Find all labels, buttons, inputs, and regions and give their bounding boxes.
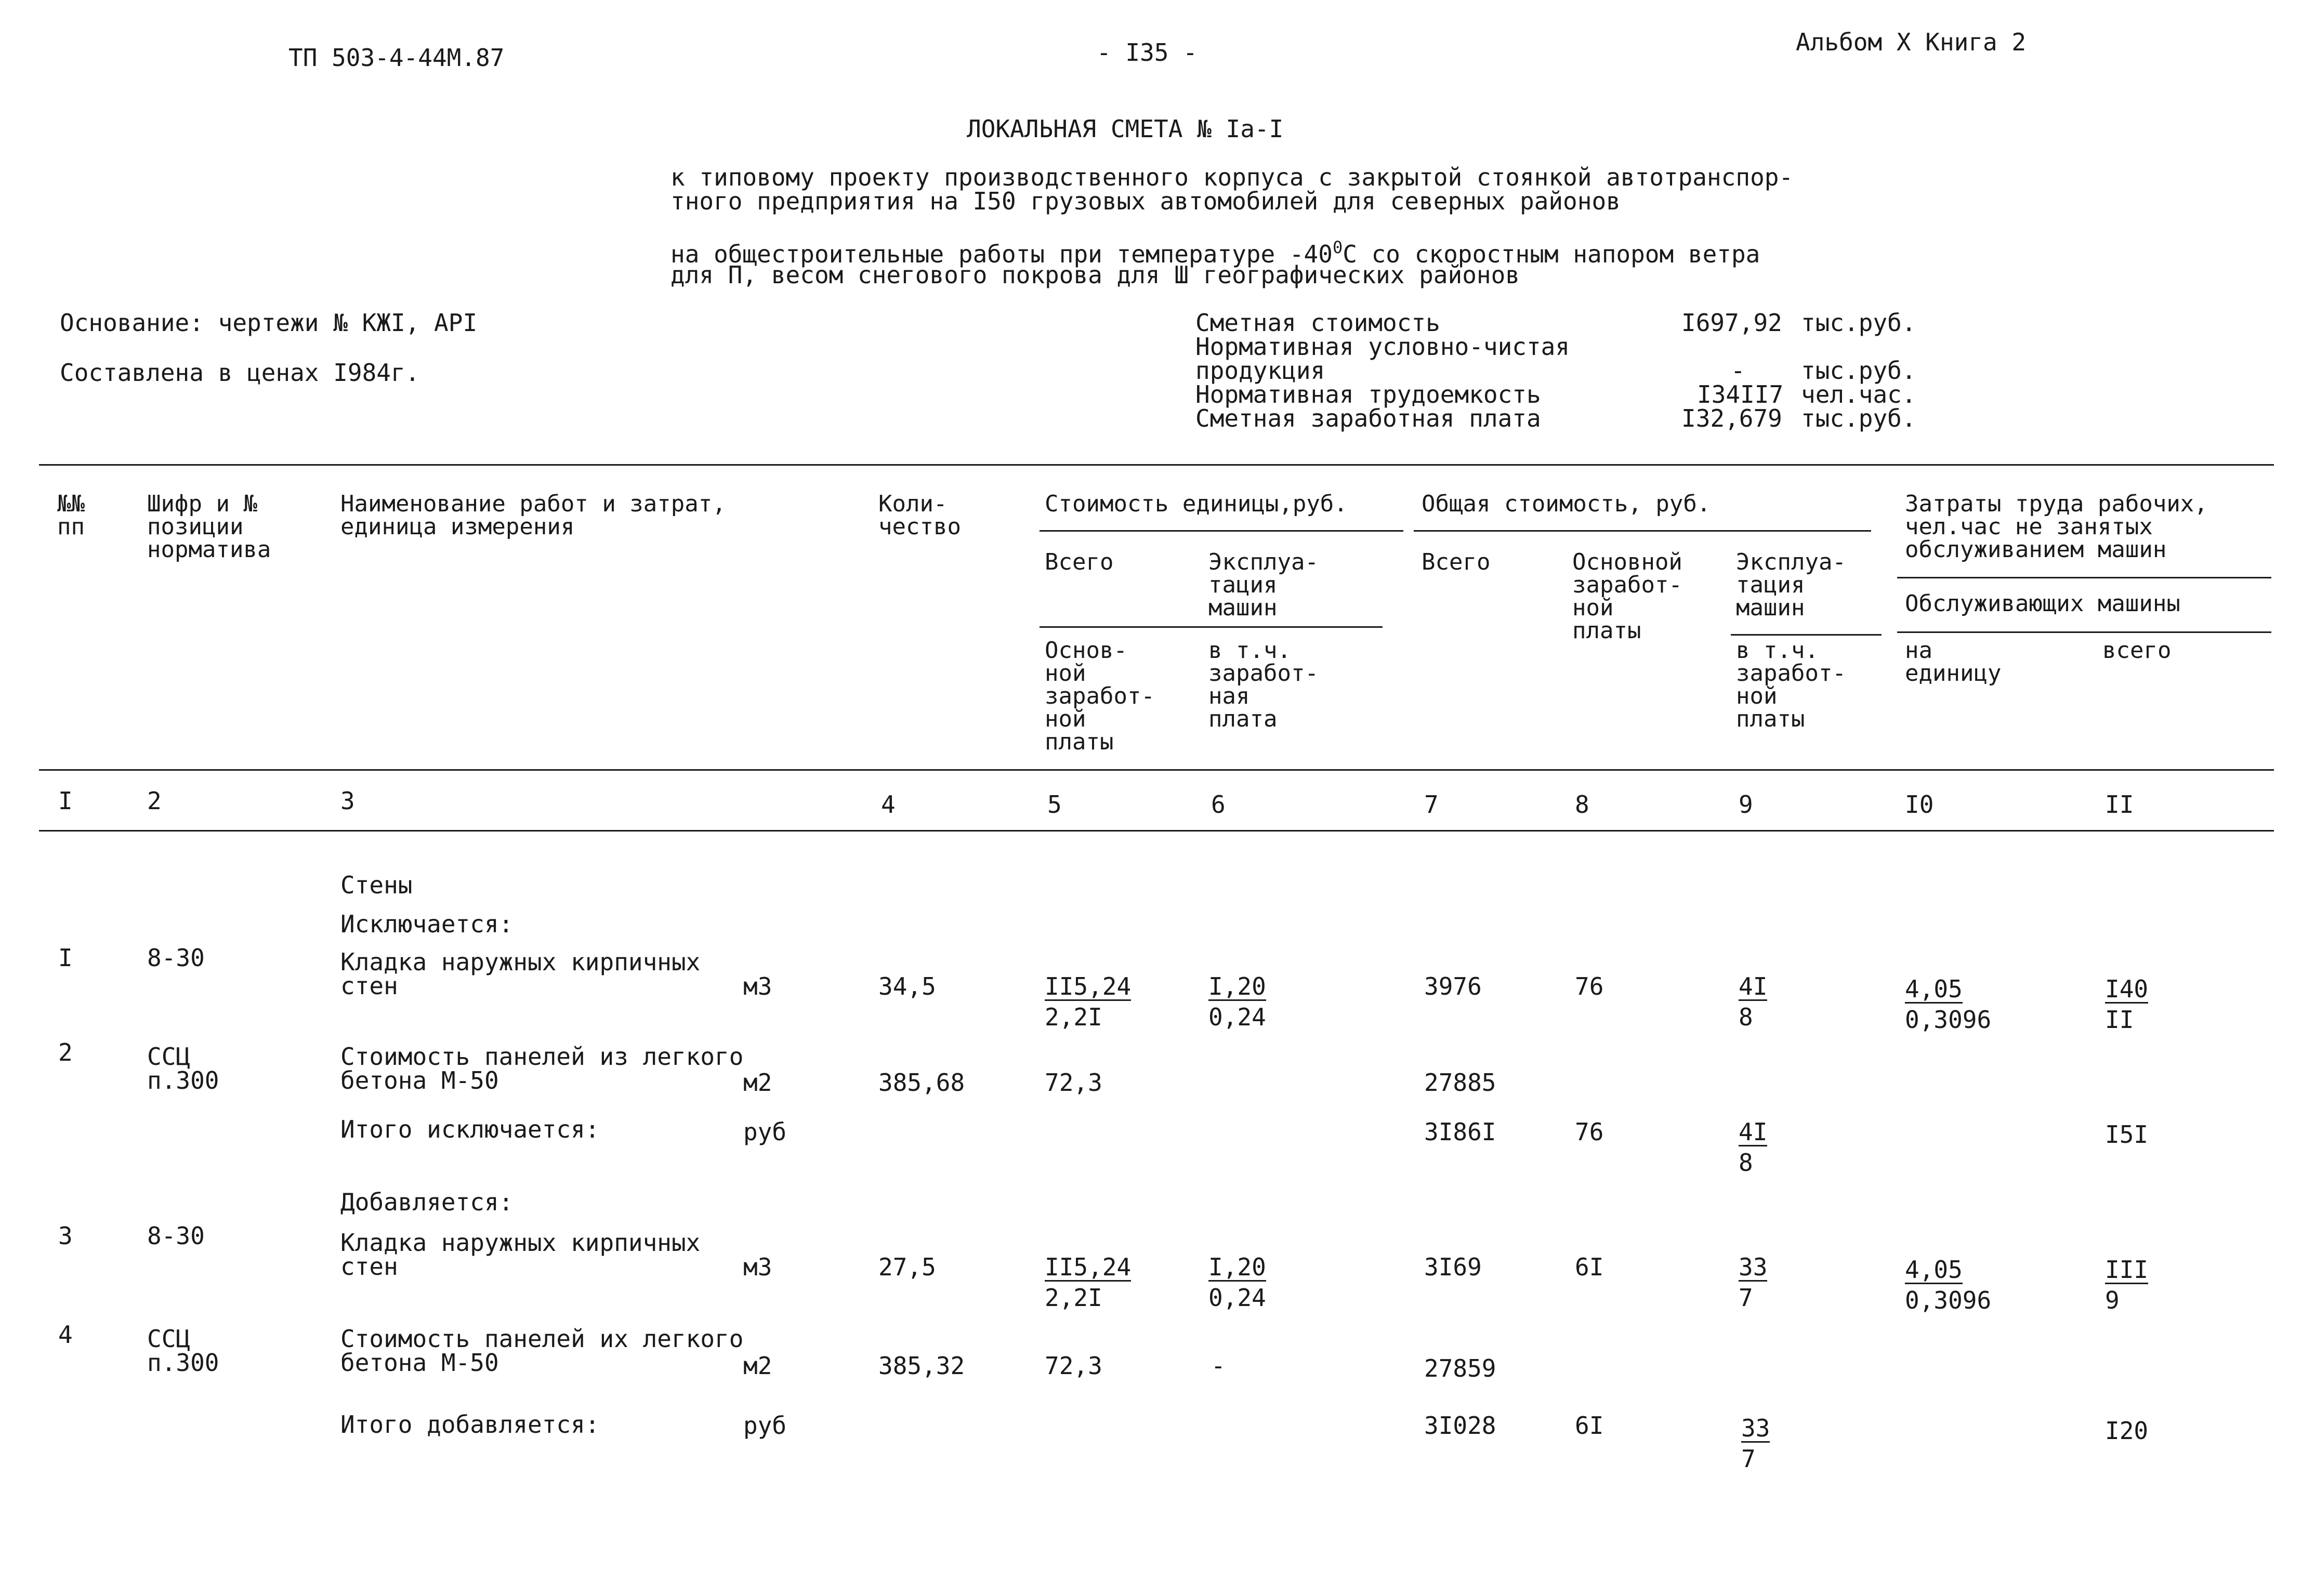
row-3-unit: м3 xyxy=(743,1253,772,1281)
added-total-machine-top: 33 xyxy=(1741,1414,1770,1442)
summary-value-wage: I32,679 xyxy=(1681,404,1782,432)
row-1-quantity: 34,5 xyxy=(878,972,936,1000)
header-row-number: №№ пп xyxy=(57,491,85,540)
section-walls: Стены xyxy=(340,871,413,899)
row-2-unit: м2 xyxy=(743,1069,772,1097)
rule-unit-cost-sub xyxy=(1040,626,1383,628)
row-1-total: 3976 xyxy=(1424,972,1482,1000)
header-labor-total: всего xyxy=(2102,637,2172,664)
excluded-total-machine-top: 4I xyxy=(1739,1118,1768,1146)
col-number-4: 4 xyxy=(881,790,896,819)
row-3-unit-machine-wage: 0,24 xyxy=(1208,1284,1266,1312)
added-total-machine-bottom: 7 xyxy=(1741,1445,1756,1473)
summary-value-labor: I34II7 xyxy=(1697,380,1784,408)
col-number-10: I0 xyxy=(1905,790,1934,819)
degree-mark: 0 xyxy=(1332,238,1343,257)
col-number-7: 7 xyxy=(1424,790,1439,819)
added-total-unit: руб xyxy=(743,1412,787,1440)
excluded-total-machine xyxy=(1739,1120,1767,1175)
summary-label-cost: Сметная стоимость xyxy=(1195,309,1440,337)
summary-value-cost: I697,92 xyxy=(1681,309,1782,337)
row-3-total: 3I69 xyxy=(1424,1253,1482,1281)
summary-unit-cost: тыс.руб. xyxy=(1801,309,1916,337)
added-total-machine xyxy=(1741,1416,1770,1471)
row-3-unit-cost xyxy=(1045,1255,1131,1310)
added-total-labor: I20 xyxy=(2105,1417,2149,1445)
row-1-machine xyxy=(1739,974,1767,1029)
row-1-unit-machine-total: I,20 xyxy=(1208,972,1266,1000)
document-code: ТП 503-4-44М.87 xyxy=(288,44,505,72)
rule-total-cost xyxy=(1414,530,1871,532)
conditions-line-2: для П, весом снегового покрова для Ш географических районов xyxy=(670,261,1520,289)
subtitle-line-2: тного предприятия на I50 грузовых автомобилей для северных районов xyxy=(670,187,1621,215)
row-3-unit-machine-total: I,20 xyxy=(1208,1253,1266,1281)
row-3-quantity: 27,5 xyxy=(878,1253,936,1281)
summary-label-product: Нормативная условно-чистая продукция xyxy=(1195,333,1570,385)
estimate-title: ЛОКАЛЬНАЯ СМЕТА № Iа-I xyxy=(967,115,1284,143)
row-1-unit-base-wage: 2,2I xyxy=(1045,1003,1102,1031)
basis-drawings: Основание: чертежи № КЖI, АРI xyxy=(60,309,478,337)
table-top-rule xyxy=(39,464,2274,466)
rule-col-numbers-top xyxy=(39,769,2274,771)
summary-value-product: - xyxy=(1731,357,1745,385)
header-code: Шифр и № позиции норматива xyxy=(147,491,271,563)
summary-label-labor: Нормативная трудоемкость xyxy=(1195,380,1541,408)
rule-unit-cost xyxy=(1040,530,1403,532)
row-2-code: ССЦ п.300 xyxy=(147,1043,219,1094)
header-unit-machine: Эксплуа- тация машин xyxy=(1208,549,1319,621)
col-number-5: 5 xyxy=(1047,790,1062,819)
col-number-6: 6 xyxy=(1211,790,1226,819)
header-total-all: Всего xyxy=(1422,549,1491,575)
row-4-unit-machine: - xyxy=(1211,1352,1226,1380)
row-3-labor-unit-bottom: 0,3096 xyxy=(1905,1286,1992,1314)
row-1-unit-cost xyxy=(1045,974,1131,1029)
row-4-name: Стоимость панелей их легкого бетона М-50 xyxy=(340,1325,744,1377)
rule-labor xyxy=(1897,577,2271,578)
header-unit-machine-wage: в т.ч. заработ- ная плата xyxy=(1208,637,1319,732)
row-1-labor-unit-bottom: 0,3096 xyxy=(1905,1006,1992,1034)
row-2-total: 27885 xyxy=(1424,1069,1496,1097)
summary-unit-wage: тыс.руб. xyxy=(1801,404,1916,432)
row-1-machine-total: 4I xyxy=(1739,972,1768,1000)
row-4-code: ССЦ п.300 xyxy=(147,1325,219,1377)
row-3-labor-total-bottom: 9 xyxy=(2105,1286,2120,1314)
col-number-9: 9 xyxy=(1739,790,1753,819)
summary-unit-labor: чел.час. xyxy=(1801,380,1916,408)
row-1-base-wage: 76 xyxy=(1575,972,1604,1000)
row-1-labor-unit-top: 4,05 xyxy=(1905,975,1963,1003)
excluded-total-labor: I5I xyxy=(2105,1120,2149,1149)
row-3-machine-wage: 7 xyxy=(1739,1284,1753,1312)
row-2-quantity: 385,68 xyxy=(878,1069,965,1097)
header-total-machine-wage: в т.ч. заработ- ной платы xyxy=(1736,637,1846,732)
row-1-machine-wage: 8 xyxy=(1739,1003,1753,1031)
rule-col-numbers-bottom xyxy=(39,830,2274,832)
row-3-unit-machine xyxy=(1208,1255,1266,1310)
row-3-unit-total: II5,24 xyxy=(1045,1253,1132,1281)
col-number-11: II xyxy=(2105,790,2134,819)
header-unit-total: Всего xyxy=(1045,549,1114,575)
row-1-code: 8-30 xyxy=(147,944,205,972)
row-3-labor-total xyxy=(2105,1258,2148,1312)
header-labor-serving: Обслуживающих машины xyxy=(1905,590,2180,617)
excluded-total-sum: 3I86I xyxy=(1424,1118,1496,1146)
header-total-cost: Общая стоимость, руб. xyxy=(1422,491,1711,517)
row-1-labor-unit xyxy=(1905,977,1991,1032)
row-3-labor-total-top: III xyxy=(2105,1256,2149,1284)
row-3-labor-unit xyxy=(1905,1258,1991,1312)
row-1-labor-total-top: I40 xyxy=(2105,975,2149,1003)
excluded-total-base-wage: 76 xyxy=(1575,1118,1604,1146)
row-1-unit: м3 xyxy=(743,972,772,1000)
header-unit-cost: Стоимость единицы,руб. xyxy=(1045,491,1348,517)
row-3-machine-total: 33 xyxy=(1739,1253,1768,1281)
row-4-number: 4 xyxy=(58,1321,73,1349)
basis-prices: Составлена в ценах I984г. xyxy=(60,359,420,387)
rule-total-machine-sub xyxy=(1731,634,1882,636)
row-3-number: 3 xyxy=(58,1222,73,1250)
header-unit-base-wage: Основ- ной заработ- ной платы xyxy=(1045,637,1155,755)
row-4-quantity: 385,32 xyxy=(878,1352,965,1380)
row-4-total: 27859 xyxy=(1424,1354,1496,1382)
row-3-machine xyxy=(1739,1255,1767,1310)
excluded-total-label: Итого исключается: xyxy=(340,1115,600,1143)
row-1-labor-total xyxy=(2105,977,2148,1032)
row-1-unit-machine xyxy=(1208,974,1266,1029)
conditions-pre: на общестроительные работы при температуре -40 xyxy=(670,240,1333,268)
header-labor-per-unit: на единицу xyxy=(1905,637,2002,687)
header-labor: Затраты труда рабочих, чел.час не занятых обслуживанием машин xyxy=(1905,491,2208,563)
row-1-unit-machine-wage: 0,24 xyxy=(1208,1003,1266,1031)
excluded-total-unit: руб xyxy=(743,1118,787,1146)
header-total-base-wage: Основной заработ- ной платы xyxy=(1572,549,1682,644)
album-book: Альбом X Книга 2 xyxy=(1796,28,2027,56)
header-total-machine: Эксплуа- тация машин xyxy=(1736,549,1846,621)
added-total-label: Итого добавляется: xyxy=(340,1410,600,1439)
added-total-base-wage: 6I xyxy=(1575,1412,1604,1440)
row-2-number: 2 xyxy=(58,1038,73,1066)
row-4-unit: м2 xyxy=(743,1352,772,1380)
summary-unit-product: тыс.руб. xyxy=(1801,357,1916,385)
row-3-code: 8-30 xyxy=(147,1222,205,1250)
row-1-unit-total: II5,24 xyxy=(1045,972,1132,1000)
header-work-name: Наименование работ и затрат, единица измерения xyxy=(340,491,726,540)
col-number-2: 2 xyxy=(147,787,162,815)
row-3-labor-unit-top: 4,05 xyxy=(1905,1256,1963,1284)
subtitle-line-1: к типовому проекту производственного корпуса с закрытой стоянкой автотранспор- xyxy=(670,163,1794,191)
row-3-unit-base-wage: 2,2I xyxy=(1045,1284,1102,1312)
col-number-1: I xyxy=(58,787,73,815)
row-1-name: Кладка наружных кирпичных стен xyxy=(340,948,701,1000)
added-total-sum: 3I028 xyxy=(1424,1412,1496,1440)
summary-label-wage: Сметная заработная плата xyxy=(1195,404,1541,432)
row-2-unit-total: 72,3 xyxy=(1045,1069,1102,1097)
row-4-unit-total: 72,3 xyxy=(1045,1352,1102,1380)
section-excluded: Исключается: xyxy=(340,910,514,938)
section-added: Добавляется: xyxy=(340,1188,514,1216)
row-3-name: Кладка наружных кирпичных стен xyxy=(340,1229,701,1281)
page-number: - I35 - xyxy=(1097,38,1198,67)
row-3-base-wage: 6I xyxy=(1575,1253,1604,1281)
header-quantity: Коли- чество xyxy=(878,491,961,540)
col-number-3: 3 xyxy=(340,787,355,815)
row-1-labor-total-bottom: II xyxy=(2105,1006,2134,1034)
rule-labor-sub xyxy=(1897,631,2271,633)
row-1-number: I xyxy=(58,944,73,972)
excluded-total-machine-bottom: 8 xyxy=(1739,1149,1753,1177)
col-number-8: 8 xyxy=(1575,790,1589,819)
row-2-name: Стоимость панелей из легкого бетона М-50 xyxy=(340,1043,744,1094)
conditions-post: С со скоростным напором ветра xyxy=(1343,240,1760,268)
